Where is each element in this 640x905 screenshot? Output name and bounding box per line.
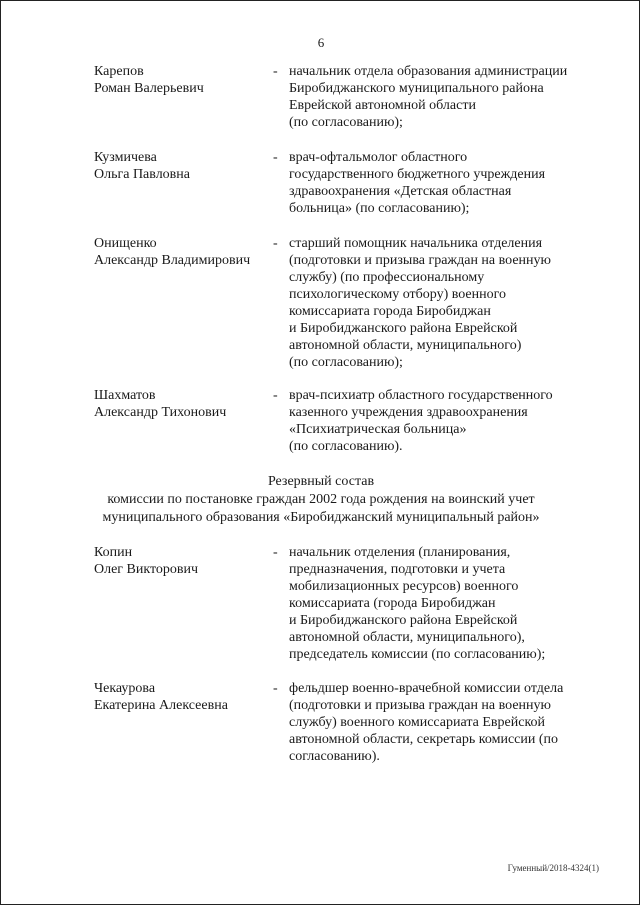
member-description — [289, 387, 594, 455]
member-surname: Копин — [94, 545, 133, 560]
description-line: (по согласованию). — [289, 439, 403, 454]
member-given-name: Олег Викторович — [94, 562, 199, 577]
member-surname: Онищенко — [94, 236, 157, 251]
description-line: мобилизационных ресурсов) военного — [289, 579, 519, 594]
member-description — [289, 149, 594, 217]
member-dash: - — [273, 681, 278, 696]
member-dash: - — [273, 64, 278, 79]
member-given-name: Александр Владимирович — [94, 253, 251, 268]
description-line: начальник отделения (планирования, — [289, 545, 511, 560]
member-name — [94, 235, 274, 269]
description-line: автономной области, секретарь комиссии (по — [289, 732, 559, 747]
document-footer-code: Гуменный/2018-4324(1) — [507, 863, 599, 873]
description-line: психологическому отбору) военного — [289, 287, 507, 302]
member-surname: Кузмичева — [94, 150, 157, 165]
description-line: предназначения, подготовки и учета — [289, 562, 506, 577]
member-name — [94, 149, 274, 183]
member-dash: - — [273, 150, 278, 165]
member-description — [289, 680, 594, 765]
description-line: казенного учреждения здравоохранения — [289, 405, 528, 420]
description-line: (подготовки и призыва граждан на военную — [289, 253, 551, 268]
description-line: здравоохранения «Детская областная — [289, 184, 512, 199]
member-dash: - — [273, 236, 278, 251]
description-line: больница» (по согласованию); — [289, 201, 470, 216]
member-surname: Чекаурова — [94, 681, 156, 696]
reserve-heading-subtitle-1: комиссии по постановке граждан 2002 года рождения на воинский учет — [107, 492, 535, 507]
member-given-name: Екатерина Алексеевна — [94, 698, 228, 713]
description-line: Биробиджанского муниципального района — [289, 81, 544, 96]
description-line: автономной области, муниципального), — [289, 630, 525, 645]
member-description — [289, 235, 594, 371]
description-line: государственного бюджетного учреждения — [289, 167, 546, 182]
member-name — [94, 544, 274, 578]
description-line: и Биробиджанского района Еврейской — [289, 613, 518, 628]
description-line: комиссариата (города Биробиджан — [289, 596, 496, 611]
page-number: 6 — [317, 35, 325, 50]
description-line: службу) военного комиссариата Еврейской — [289, 715, 546, 730]
member-name — [94, 680, 274, 714]
member-dash: - — [273, 545, 278, 560]
description-line: Еврейской автономной области — [289, 98, 476, 113]
description-line: (по согласованию); — [289, 355, 403, 370]
member-description — [289, 63, 594, 131]
reserve-heading-subtitle-2: муниципального образования «Биробиджанский муниципальный район» — [102, 510, 540, 525]
member-given-name: Ольга Павловна — [94, 167, 190, 182]
description-line: врач-офтальмолог областного — [289, 150, 468, 165]
description-line: председатель комиссии (по согласованию); — [289, 647, 546, 662]
description-line: комиссариата города Биробиджан — [289, 304, 491, 319]
description-line: начальник отдела образования администрации — [289, 64, 568, 79]
member-description — [289, 544, 594, 663]
reserve-heading-title: Резервный состав — [267, 474, 375, 489]
description-line: согласованию). — [289, 749, 380, 764]
description-line: (подготовки и призыва граждан на военную — [289, 698, 551, 713]
description-line: старший помощник начальника отделения — [289, 236, 543, 251]
description-line: и Биробиджанского района Еврейской — [289, 321, 518, 336]
member-surname: Карепов — [94, 64, 144, 79]
member-given-name: Александр Тихонович — [94, 405, 227, 420]
description-line: фельдшер военно-врачебной комиссии отдела — [289, 681, 564, 696]
member-dash: - — [273, 388, 278, 403]
description-line: «Психиатрическая больница» — [289, 422, 467, 437]
description-line: (по согласованию); — [289, 115, 403, 130]
description-line: врач-психиатр областного государственного — [289, 388, 553, 403]
member-name — [94, 387, 274, 421]
member-name — [94, 63, 274, 97]
description-line: службу) (по профессиональному — [289, 270, 485, 285]
member-surname: Шахматов — [94, 388, 156, 403]
description-line: автономной области, муниципального) — [289, 338, 522, 353]
member-given-name: Роман Валерьевич — [94, 81, 204, 96]
